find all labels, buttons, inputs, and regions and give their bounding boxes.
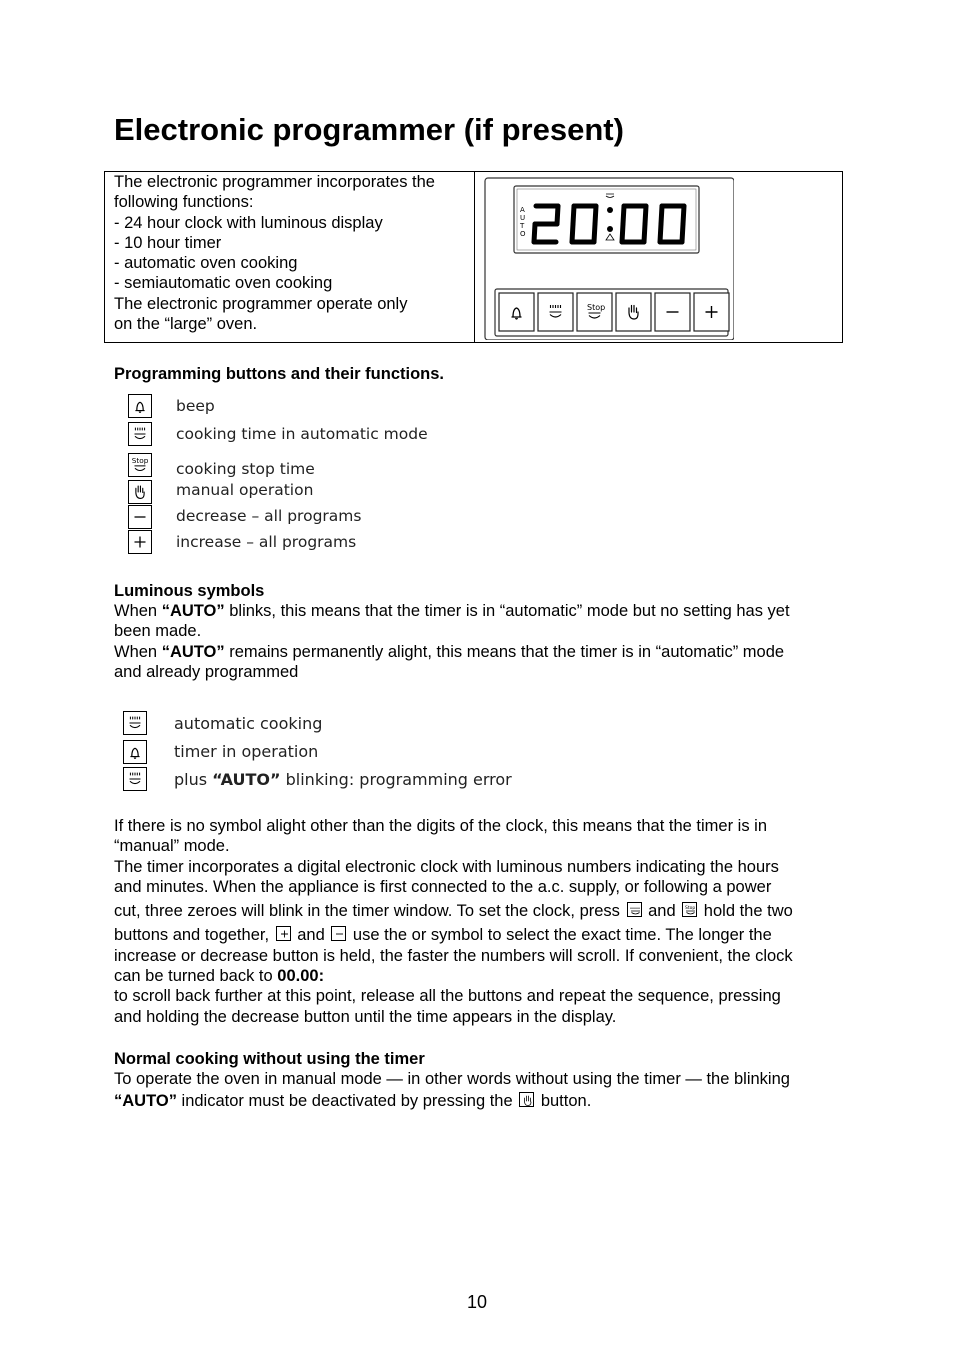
intro-line: - semiautomatic oven cooking: [114, 274, 333, 293]
page-number: 10: [466, 1292, 488, 1312]
display-bell-icon: [606, 234, 614, 240]
programmer-panel-drawing: [482, 176, 734, 340]
body-text: and: [292, 926, 330, 945]
symbol-label-post: blinking: programming error: [280, 770, 512, 789]
hand-icon: [128, 480, 152, 504]
body-line: and minutes. When the appliance is first connected to the a.c. supply, or following a power: [114, 877, 772, 896]
intro-line: following functions:: [114, 193, 254, 212]
intro-line: - 10 hour timer: [114, 233, 222, 252]
body-text: use the or symbol to select the exact time. The longer the: [348, 926, 772, 945]
plus-icon: [276, 926, 291, 941]
clock-digit: [660, 206, 684, 242]
body-line: can be turned back to: [114, 967, 278, 986]
lum-p1-line2: been made.: [114, 622, 202, 641]
panel-hand-button: [616, 293, 651, 331]
normal-bold: “AUTO”: [114, 1092, 177, 1111]
intro-line: - 24 hour clock with luminous display: [114, 213, 383, 232]
auto-side-letter: A: [520, 206, 525, 214]
panel-cooking-time-button: [538, 293, 573, 331]
cooking-time-icon: [627, 902, 642, 917]
display-cook-icon: [606, 194, 614, 198]
normal-line: [114, 1091, 591, 1111]
lum-p2-bold: “AUTO”: [161, 642, 225, 661]
bell-icon: [128, 394, 152, 418]
symbol-label: automatic cooking: [174, 714, 323, 733]
button-function-label: decrease – all programs: [176, 507, 362, 525]
bell-icon: [123, 740, 147, 764]
auto-side-letter: O: [520, 230, 526, 238]
body-line: [114, 925, 772, 945]
stop-icon-text: Stop: [131, 456, 149, 466]
box-divider: [474, 172, 475, 342]
symbol-label-bold: “AUTO”: [212, 770, 281, 789]
body-line: “manual” mode.: [114, 837, 230, 856]
normal-heading: Normal cooking without using the timer: [114, 1050, 425, 1068]
normal-paragraph: [114, 1069, 854, 1112]
lum-p2-pre: When: [114, 642, 162, 661]
intro-line: The electronic programmer operate only: [114, 294, 408, 313]
intro-line: on the “large” oven.: [114, 315, 258, 334]
stop-icon: [682, 902, 697, 917]
auto-side-letter: T: [520, 222, 525, 230]
lum-p1-post: blinks, this means that the timer is in “automatic” mode but no setting has yet: [224, 602, 790, 620]
minus-icon: [128, 505, 152, 529]
body-line: and holding the decrease button until the time appears in the display.: [114, 1007, 617, 1026]
body-line: The timer incorporates a digital electronic clock with luminous numbers indicating the hours: [114, 857, 779, 876]
stop-icon-text: Stop: [685, 906, 696, 912]
auto-side-letter: U: [520, 214, 526, 222]
button-function-label: beep: [176, 397, 215, 415]
colon-dot-bottom: [607, 226, 613, 232]
luminous-heading: Luminous symbols: [114, 582, 265, 600]
cooking-time-icon: [123, 767, 147, 791]
normal-line: To operate the oven in manual mode — in other words without using the timer — the blinking: [114, 1070, 790, 1088]
lum-p1-bold: “AUTO”: [161, 602, 225, 620]
stop-icon: [128, 453, 152, 477]
body-line: to scroll back further at this point, release all the buttons and repeat the sequence, pressing: [114, 987, 781, 1006]
body-bold: 00.00:: [277, 967, 325, 986]
normal-text: indicator must be deactivated by pressing the: [176, 1092, 518, 1111]
lum-p2-post: remains permanently alight, this means that the timer is in “automatic” mode: [224, 642, 785, 661]
panel-minus-button: [655, 293, 690, 331]
panel-bell-button: [499, 293, 534, 331]
symbol-label: [174, 770, 512, 789]
lum-p2-line2: and already programmed: [114, 662, 299, 681]
clock-digit: [534, 206, 558, 242]
intro-line: - automatic oven cooking: [114, 254, 298, 273]
button-function-label: cooking stop time: [176, 460, 315, 478]
intro-text: [114, 172, 435, 334]
panel-plus-button: [694, 293, 729, 331]
luminous-paragraph-1: [114, 601, 854, 682]
programmer-panel: [482, 176, 734, 340]
panel-stop-button: [577, 293, 612, 331]
symbol-label-pre: plus: [174, 770, 213, 789]
button-function-label: manual operation: [176, 481, 314, 499]
body-line: If there is no symbol alight other than the digits of the clock, this means that the timer is in: [114, 817, 767, 835]
clock-digit: [622, 206, 646, 242]
body-line: increase or decrease button is held, the faster the numbers will scroll. If convenient, the clock: [114, 946, 793, 965]
intro-line: The electronic programmer incorporates the: [114, 173, 435, 191]
colon-dot-top: [607, 207, 613, 213]
clock-digit: [572, 206, 596, 242]
normal-text: button.: [536, 1092, 592, 1111]
body-paragraph: [114, 816, 854, 1027]
body-text: cut, three zeroes will blink in the timer window. To set the clock, press: [114, 902, 625, 921]
cooking-time-icon: [128, 422, 152, 446]
body-text: buttons and together,: [114, 926, 274, 945]
body-line: [114, 901, 793, 921]
body-text: and: [643, 902, 681, 921]
symbol-label: timer in operation: [174, 742, 319, 761]
panel-stop-text: Stop: [587, 303, 606, 312]
button-function-label: cooking time in automatic mode: [176, 425, 428, 443]
buttons-heading: Programming buttons and their functions.: [114, 365, 444, 383]
body-text: hold the two: [699, 902, 793, 921]
plus-icon: [128, 530, 152, 554]
cooking-time-icon: [123, 711, 147, 735]
minus-icon: [331, 926, 346, 941]
page-title: Electronic programmer (if present): [114, 112, 624, 147]
lum-p1-pre: When: [114, 602, 162, 620]
hand-icon: [519, 1092, 534, 1107]
button-function-label: increase – all programs: [176, 533, 357, 551]
